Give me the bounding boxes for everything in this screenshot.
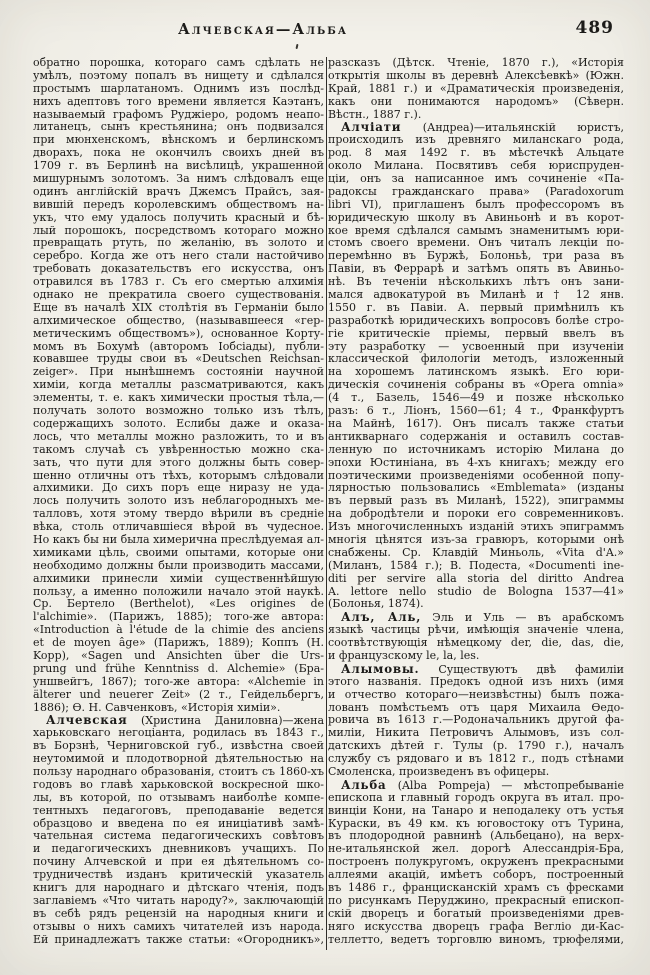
text-line — [328, 843, 624, 856]
text-line — [328, 779, 624, 792]
page-number: 489 — [575, 18, 614, 38]
text-block — [33, 57, 625, 950]
line-text: libri VI), приглашенъ былъ профессоромъ въ — [328, 198, 624, 211]
line-text: A. lettore nello studio de Bologna 1537—41» — [328, 585, 624, 598]
text-line — [33, 637, 324, 650]
line-text: zeiger». При нынѣшнемъ состояніи научной — [33, 366, 324, 379]
text-line — [328, 83, 624, 96]
entry-headword: Алъ, Аль, — [341, 611, 422, 625]
text-line — [33, 173, 324, 186]
text-line — [328, 856, 624, 869]
text-line — [33, 482, 324, 495]
text-line — [33, 560, 324, 573]
line-text: службу съ рядоваго и въ 1812 г., подъ стѣнами — [328, 753, 624, 766]
line-text: теллетто, ведетъ торговлю виномъ, трюфелями, — [328, 933, 624, 946]
text-line — [33, 508, 324, 521]
text-line — [33, 470, 324, 483]
text-line — [328, 353, 624, 366]
line-text: нѣ. Въ теченіи нѣсколькихъ лѣтъ онъ зани- — [328, 276, 624, 289]
text-line — [33, 444, 324, 457]
text-line — [328, 637, 624, 650]
line-text: (Болонья, 1874). — [328, 598, 424, 611]
line-text: какъ они понимаются народомъ» (Сѣверн. — [328, 95, 624, 108]
line-text: уншвейгъ, 1867); того-же автора: «Alchemie in — [33, 675, 324, 688]
line-text: Кураски, въ 49 км. къ юговостоку отъ Турина, — [328, 817, 624, 830]
text-line — [33, 856, 324, 869]
line-text: въ 1486 г., францисканскій храмъ съ фресками — [328, 882, 624, 894]
line-text: въ себѣ рядъ рецензій на народныя книги и — [33, 907, 324, 920]
text-line — [33, 702, 324, 715]
line-text: ленную по источникамъ исторію Милана до — [328, 443, 624, 456]
line-text: и педагогическихъ дневниковъ учащихъ. По — [33, 843, 324, 856]
text-line — [33, 521, 324, 534]
text-line — [33, 689, 324, 702]
text-line — [328, 431, 624, 444]
text-line — [328, 766, 624, 779]
entry-headword: Альба — [341, 778, 387, 792]
text-line — [33, 121, 324, 134]
line-text: юридическую школу въ Авиньонѣ и въ корот- — [328, 211, 624, 224]
text-line — [33, 186, 324, 199]
text-line — [33, 134, 324, 147]
line-text: винціи Кони, на Танаро и неподалеку отъ устья — [328, 804, 624, 817]
line-text: трудничествѣ изданъ критическій указатель — [33, 869, 324, 882]
text-line — [33, 908, 324, 921]
line-text: (Андреа)—итальянскій юристъ, — [401, 121, 624, 135]
text-line — [328, 676, 624, 689]
line-text: по рисункамъ Перуджино, прекрасный епископ- — [328, 894, 624, 907]
text-line — [33, 805, 324, 818]
scan-artifact — [296, 44, 299, 49]
line-text: скій дворецъ и богатый произведеніями древ- — [328, 907, 624, 920]
text-line — [33, 212, 324, 225]
line-text: зать, что пути для этого должны быть совер- — [33, 456, 324, 469]
line-text: называемый графомъ Руджіеро, родомъ неапо- — [33, 108, 324, 121]
line-text: Но какъ бы ни была химерична преслѣдуемая ал- — [33, 533, 324, 546]
text-line — [33, 882, 324, 895]
line-text: эту разработку — усвоенный при изученіи — [328, 340, 624, 353]
line-text: 1709 г. въ Берлинѣ на висѣлицѣ, украшенной — [33, 160, 324, 173]
running-head-title: Алчевская—Альба — [178, 21, 348, 38]
text-line — [33, 766, 324, 779]
text-line — [328, 328, 624, 341]
text-line — [328, 289, 624, 302]
text-line — [328, 418, 624, 431]
line-text: датскихъ дѣтей г. Тулы (р. 1790 г.), началъ — [328, 740, 624, 753]
text-line — [328, 805, 624, 818]
text-line — [33, 457, 324, 470]
text-line — [328, 598, 624, 611]
text-line — [33, 624, 324, 637]
text-line — [328, 237, 624, 250]
text-line — [328, 147, 624, 160]
line-text: отравился въ 1783 г. Съ его смертью алхимія — [33, 276, 324, 289]
line-text: лярностью пользовались «Emblemata» (изданы — [328, 482, 624, 495]
line-text: Край, 1881 г.) и «Драматическія произведенія, — [328, 82, 624, 95]
text-line — [33, 818, 324, 831]
line-text: харьковскаго негоціанта, родилась въ 1843 г., — [33, 727, 324, 740]
text-line — [33, 714, 324, 727]
text-line — [33, 341, 324, 354]
text-line — [328, 727, 624, 740]
text-line — [33, 250, 324, 263]
text-line — [33, 586, 324, 599]
line-text: Ср. Бертело (Berthelot), «Les origines de — [33, 598, 324, 611]
text-line — [328, 225, 624, 238]
text-line — [328, 96, 624, 109]
text-line — [328, 934, 624, 947]
text-line — [33, 573, 324, 586]
line-text: аллеями акацій, имѣетъ соборъ, построенный — [328, 869, 624, 882]
line-text: няго искусства дворецъ графа Вегліо ди-Кас- — [328, 920, 624, 933]
line-text: «Introduction à l'étude de la chimie des anciens — [33, 624, 324, 637]
text-line — [33, 289, 324, 302]
text-line — [328, 908, 624, 921]
line-text: на добродѣтели и пороки его современниковъ. — [328, 508, 624, 521]
text-line — [33, 160, 324, 173]
text-line — [33, 830, 324, 843]
line-text: разъ: 6 т., Ліонъ, 1560—61; 4 т., Франкфуртъ — [328, 405, 624, 418]
line-text: нихъ адептовъ того времени является Каэтанъ, — [33, 95, 324, 108]
line-text: разработкѣ юридическихъ вопросовъ болѣе стро- — [328, 314, 624, 327]
text-line — [328, 379, 624, 392]
line-text: въ первый разъ въ Миланѣ, 1522), эпиграммы — [328, 495, 624, 508]
text-line — [328, 830, 624, 843]
line-text: получать золото возможно только изъ тѣлъ, — [33, 405, 324, 418]
text-line — [33, 109, 324, 122]
text-line — [33, 598, 324, 611]
text-line — [33, 895, 324, 908]
line-text: Kopp), «Sagen und Ansichten über die Urs- — [33, 649, 324, 662]
line-text: превращать ртуть, по желанію, въ золото и — [33, 237, 324, 250]
line-text: талловъ, хотя этому твердо вѣрили въ средніе — [33, 508, 324, 521]
line-text: (Alba Pompeja) — мѣстопребываніе — [386, 778, 624, 792]
line-text: вившій передъ королевскимъ обществомъ на- — [33, 198, 324, 211]
line-text: на Майнѣ, 1617). Онъ писалъ также статьи — [328, 417, 624, 430]
line-text: умѣлъ, поэтому попалъ въ нищету и сдѣлался — [33, 69, 324, 82]
line-text: литанецъ, сынъ крестьянина; онъ подвизался — [33, 121, 324, 134]
line-text: элементы, т. е. какъ химически простыя тѣла,— — [33, 392, 324, 405]
line-text: (Христина Даниловна)—жена — [127, 714, 324, 728]
line-text: епископа и главный городъ округа въ итал. про- — [328, 791, 624, 804]
line-text: радоксы гражданскаго права» (Paradoxorum — [328, 185, 624, 198]
text-line — [33, 83, 324, 96]
line-text: годовъ во главѣ харьковской воскресной шко- — [33, 778, 324, 791]
line-text: Вѣстн., 1887 г.). — [328, 108, 422, 121]
text-line — [328, 444, 624, 457]
text-line — [33, 315, 324, 328]
text-line — [328, 70, 624, 83]
line-text: älterer und neuerer Zeit» (2 т., Гейдельбергъ, — [33, 688, 324, 701]
text-line — [328, 702, 624, 715]
text-line — [328, 534, 624, 547]
text-line — [328, 470, 624, 483]
text-line — [33, 934, 324, 947]
line-text: книгъ для народнаго и дѣтскаго чтенія, подъ — [33, 882, 324, 894]
line-text: укъ, что ему удалось получить красный и бѣ- — [33, 211, 324, 224]
text-line — [33, 353, 324, 366]
text-line — [33, 611, 324, 624]
line-text: 1550 г. въ Павіи. А. первый примѣнилъ къ — [328, 301, 624, 314]
line-text: алхимики. До сихъ поръ еще ниразу не уда- — [33, 482, 324, 495]
text-line — [33, 418, 324, 431]
text-line — [328, 186, 624, 199]
text-line — [328, 134, 624, 147]
text-line — [328, 405, 624, 418]
text-line — [328, 263, 624, 276]
text-line — [328, 521, 624, 534]
text-line — [328, 921, 624, 934]
line-text: l'alchimie». (Парижъ, 1885); того-же автора: — [33, 611, 324, 624]
line-text: Павіи, въ Феррарѣ и затѣмъ опять въ Авиньо- — [328, 263, 624, 276]
text-line — [33, 495, 324, 508]
entry-headword: Алчевская — [46, 714, 128, 728]
line-text: (Миланъ, 1584 г.); В. Подеста, «Documenti ine- — [328, 559, 624, 572]
line-text: построенъ полукругомъ, окруженъ прекрасными — [328, 856, 624, 869]
column-divider-rule — [326, 57, 327, 950]
text-line — [33, 263, 324, 276]
line-text: открытія школы въ деревнѣ Алексѣевкѣ» (Южн. — [328, 69, 624, 82]
text-line — [328, 109, 624, 122]
line-text: дическія сочиненія собраны въ «Opera omnia» — [328, 379, 624, 392]
line-text: такомъ случаѣ съ увѣренностью можно ска- — [33, 443, 324, 456]
line-text: заглавіемъ «Что читать народу?», заключающій — [33, 894, 324, 907]
text-column-right — [328, 57, 624, 949]
text-line — [328, 869, 624, 882]
line-text: и отчество котораго—неизвѣстны) былъ пожа- — [328, 688, 624, 701]
line-text: однако не прекратила своего существованія. — [33, 289, 324, 302]
line-text: Эль и Уль — въ арабскомъ — [421, 611, 624, 625]
line-text: ковавшее труды свои въ «Deutschen Reichsan- — [33, 353, 324, 366]
line-text: поэтическими произведеніями особенной попу- — [328, 469, 624, 482]
text-line — [328, 792, 624, 805]
line-text: соотвѣтствующія нѣмецкому der, die, das, die, — [328, 637, 624, 650]
line-text: простымъ шарлатаномъ. Однимъ изъ послѣд- — [33, 82, 324, 95]
line-text: Ей принадлежатъ также статьи: «Огородникъ», — [33, 933, 324, 946]
text-line — [33, 70, 324, 83]
text-line — [33, 379, 324, 392]
line-text: разсказъ (Дѣтск. Чтеніе, 1870 г.), «Исторія — [328, 57, 624, 69]
text-line — [33, 843, 324, 856]
text-line — [33, 302, 324, 315]
line-text: prung und frühe Kenntniss d. Alchemie» (Бра- — [33, 662, 324, 675]
text-line — [33, 534, 324, 547]
text-line — [33, 147, 324, 160]
line-text: 1886); Ѳ. Н. Савченковъ, «Исторія химіи». — [33, 701, 281, 714]
line-text: Еще въ началѣ XIX столѣтія въ Германіи было — [33, 301, 324, 314]
line-text: et de moyen âge» (Парижъ, 1889); Коппъ (H. — [33, 637, 324, 650]
line-text: перемѣнно въ Буржѣ, Болоньѣ, три раза въ — [328, 250, 624, 263]
line-text: ціи, онъ за написанное имъ сочиненіе «Па- — [328, 173, 624, 186]
entry-headword: Алымовы. — [341, 662, 420, 676]
text-line — [328, 508, 624, 521]
line-text: тентныхъ педагоговъ, преподаваніе ведется — [33, 804, 324, 817]
line-text: момъ въ Бохумѣ (авторомъ Іобсіады), публи- — [33, 340, 324, 353]
text-line — [328, 663, 624, 676]
line-text: кое время сдѣлался самымъ знаменитымъ юри- — [328, 224, 624, 237]
line-text: серебро. Когда же отъ него стали настойчиво — [33, 250, 324, 263]
line-text: почину Алчевской и при ея дѣятельномъ со- — [33, 856, 324, 869]
line-text: Изъ многочисленныхъ изданій этихъ эпиграммъ — [328, 521, 624, 534]
text-line — [328, 586, 624, 599]
text-line — [328, 160, 624, 173]
text-line — [328, 818, 624, 831]
text-line — [33, 366, 324, 379]
line-text: лый порошокъ, посредствомъ котораго можно — [33, 224, 324, 237]
text-line — [33, 676, 324, 689]
text-line — [328, 611, 624, 624]
text-line — [33, 869, 324, 882]
line-text: пользу народнаго образованія, стоитъ съ 1860-хъ — [33, 765, 324, 778]
line-text: (4 т., Базель, 1546—49 и позже нѣсколько — [328, 392, 624, 405]
line-text: въ плодородной равнинѣ (Альбецано), на верх- — [328, 830, 624, 843]
line-text: лованъ помѣстьемъ отъ царя Михаила Ѳедо- — [328, 701, 624, 714]
text-line — [328, 573, 624, 586]
line-text: около Милана. Посвятивъ себя юриспруден- — [328, 160, 624, 173]
line-text: стомъ своего времени. Онъ читалъ лекціи по- — [328, 237, 624, 250]
text-line — [328, 276, 624, 289]
line-text: род. 8 мая 1492 г. въ мѣстечкѣ Альцате — [328, 147, 624, 160]
line-text: не-итальянской жел. дорогѣ Алессандрія-Бра, — [328, 843, 624, 856]
text-line — [33, 921, 324, 934]
text-line — [33, 753, 324, 766]
text-line — [328, 341, 624, 354]
line-text: требовать доказательствъ его искусства, онъ — [33, 263, 324, 276]
line-text: мишурнымъ золотомъ. За нимъ слѣдовалъ еще — [33, 173, 324, 186]
text-line — [328, 302, 624, 315]
text-line — [328, 173, 624, 186]
line-text: классической филологіи методъ, изложенный — [328, 353, 624, 366]
line-text: пользу, а именно положили начало этой наукѣ. — [33, 585, 324, 598]
text-line — [328, 121, 624, 134]
line-text: одинъ англійскій врачъ Джемсъ Прайсъ, зая- — [33, 185, 324, 198]
line-text: языкѣ частицы рѣчи, имѣющія значеніе члена, — [328, 624, 624, 637]
text-line — [33, 199, 324, 212]
line-text: химіи, когда металлы разсматриваются, какъ — [33, 379, 324, 392]
text-line — [33, 431, 324, 444]
line-text: ровича въ 1613 г.—Родоначальникъ другой фа- — [328, 714, 624, 727]
text-line — [33, 225, 324, 238]
line-text: лось получить золото изъ неблагородныхъ ме- — [33, 495, 324, 508]
text-line — [33, 405, 324, 418]
text-line — [33, 392, 324, 405]
entry-headword: Алчіати — [341, 121, 402, 135]
line-text: лы, въ которой, по отзывамъ наиболѣе компе- — [33, 791, 324, 804]
text-line — [328, 495, 624, 508]
text-line — [328, 482, 624, 495]
line-text: отзывы о нихъ самихъ читателей изъ народа. — [33, 920, 324, 933]
line-text: миліи, Никита Петровичъ Алымовъ, изъ сол- — [328, 727, 624, 740]
text-line — [33, 96, 324, 109]
text-line — [33, 237, 324, 250]
line-text: diti per servire alla storia del diritto Andrea — [328, 572, 624, 585]
text-line — [328, 753, 624, 766]
line-text: метическимъ обществомъ»), основанное Корту- — [33, 327, 324, 340]
text-line — [33, 276, 324, 289]
text-line — [328, 650, 624, 663]
text-line — [328, 212, 624, 225]
line-text: алхимическое общество, (называвшееся «гер- — [33, 314, 324, 327]
line-text: антикварнаго содержанія и оставилъ состав- — [328, 430, 624, 443]
line-text: мался адвокатурой въ Миланѣ и † 12 янв. — [328, 289, 624, 302]
text-line — [328, 315, 624, 328]
text-column-left — [33, 57, 324, 949]
line-text: химиками цѣль, своими опытами, которые они — [33, 546, 324, 559]
line-text: на хорошемъ латинскомъ языкѣ. Его юри- — [328, 366, 624, 379]
line-text: снабжены. Ср. Клавдій Миньоль, «Vita d'A.» — [328, 546, 624, 559]
line-text: происходилъ изъ древняго миланскаго рода, — [328, 134, 624, 147]
text-line — [328, 57, 624, 70]
text-line — [33, 740, 324, 753]
text-line — [33, 328, 324, 341]
line-text: алхимики принесли химіи существеннѣйшую — [33, 572, 324, 585]
text-line — [328, 457, 624, 470]
text-line — [33, 792, 324, 805]
line-text: эпохи Юстиніана, въ 4-хъ книгахъ; между его — [328, 456, 624, 469]
text-line — [33, 663, 324, 676]
line-text: шенно отличны отъ тѣхъ, которымъ слѣдовали — [33, 469, 324, 482]
line-text: и французскому le, la, les. — [328, 649, 480, 662]
text-line — [328, 624, 624, 637]
text-line — [328, 882, 624, 895]
line-text: гіе критическіе пріемы, первый ввелъ въ — [328, 327, 624, 340]
text-line — [328, 547, 624, 560]
line-text: въ Борзнѣ, Черниговской губ., извѣстна своей — [33, 740, 324, 753]
text-line — [33, 547, 324, 560]
line-text: при мюнхенскомъ, вѣнскомъ и берлинскомъ — [33, 134, 324, 147]
text-line — [328, 366, 624, 379]
line-text: дворахъ, пока не окончилъ своихъ дней въ — [33, 147, 324, 160]
text-line — [328, 392, 624, 405]
text-line — [328, 740, 624, 753]
line-text: этого названія. Предокъ одной изъ нихъ (имя — [328, 675, 624, 688]
text-line — [33, 650, 324, 663]
line-text: лось, что металлы можно разложить, то и въ — [33, 430, 324, 443]
line-text: Смоленска, произведенъ въ офицеры. — [328, 765, 550, 778]
text-line — [33, 779, 324, 792]
text-line — [328, 199, 624, 212]
text-line — [328, 560, 624, 573]
text-line — [328, 250, 624, 263]
line-text: неутомимой и плодотворной дѣятельностью на — [33, 753, 324, 766]
text-line — [33, 727, 324, 740]
line-text: необходимо должны были производить массами, — [33, 559, 324, 572]
line-text: многія цѣнятся изъ-за гравюръ, которыми онѣ — [328, 533, 624, 546]
line-text: чательная система педагогическихъ совѣтовъ — [33, 830, 324, 843]
line-text: обратно порошка, котораго самъ сдѣлать не — [33, 57, 324, 69]
text-line — [328, 714, 624, 727]
line-text: Существуютъ двѣ фамиліи — [419, 662, 624, 676]
line-text: содержащихъ золото. Еслибы даже и оказа- — [33, 417, 324, 430]
text-line — [328, 689, 624, 702]
line-text: вѣка, столь отличавшіеся вѣрой въ чудесное. — [33, 521, 324, 534]
text-line — [328, 895, 624, 908]
text-line — [33, 57, 324, 70]
line-text: образцово и введена по ея иниціативѣ замѣ- — [33, 817, 324, 830]
